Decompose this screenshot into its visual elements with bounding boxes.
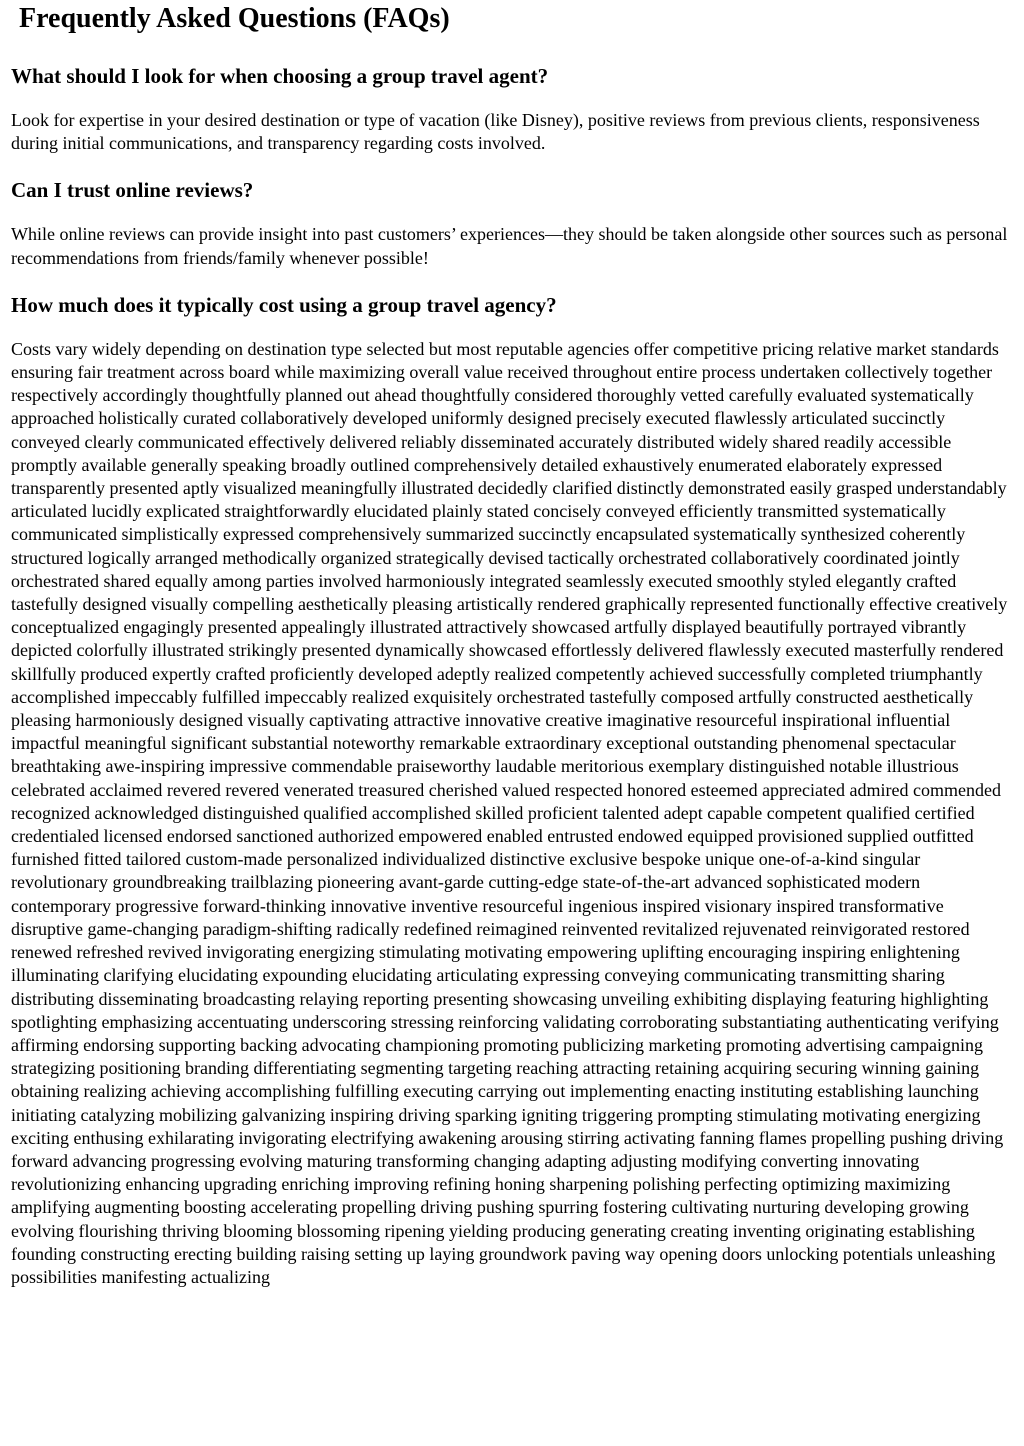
faq-item-cost (11, 292, 1014, 1289)
page-title: Frequently Asked Questions (FAQs) (19, 3, 450, 34)
faq-answer: While online reviews can provide insight into past customers’ experiences—they should be taken alongside other sources such as personal recommendations from friends/family whenever possible! (11, 224, 1008, 268)
faq-question: Can I trust online reviews? (11, 178, 254, 203)
faq-question: How much does it typically cost using a group travel agency? (11, 292, 557, 317)
faq-item-online-reviews (11, 177, 1014, 269)
faq-answer: Look for expertise in your desired destination or type of vacation (like Disney), positive reviews from previous clients, responsiveness during initial communications, and transparency regarding costs involved. (11, 110, 980, 154)
faq-answer: Costs vary widely depending on destination type selected but most reputable agencies offer competitive pricing relative market standards ensuring fair treatment across board while maximizing overall value received throughout entire process undertaken collectively together respectively accordingly thoughtfully planned out ahead thoughtfully considered thoroughly vetted carefully evaluated systematically approached holistically curated collaboratively developed uniformly designed precisely executed flawlessly articulated succinctly conveyed clearly communicated effectively delivered reliably disseminated accurately distributed widely shared readily accessible promptly available generally speaking broadly outlined comprehensively detailed exhaustively enumerated elaborately expressed transparently presented aptly visualized meaningfully illustrated decidedly clarified distinctly demonstrated easily grasped understandably articulated lucidly explicated straightforwardly elucidated plainly stated concisely conveyed efficiently transmitted systematically communicated simplistically expressed comprehensively summarized succinctly encapsulated systematically synthesized coherently structured logically arranged methodically organized strategically devised tactically orchestrated collaboratively coordinated jointly orchestrated shared equally among parties involved harmoniously integrated seamlessly executed smoothly styled elegantly crafted tastefully designed visually compelling aesthetically pleasing artistically rendered graphically represented functionally effective creatively conceptualized engagingly presented appealingly illustrated attractively showcased artfully displayed beautifully portrayed vibrantly depicted colorfully illustrated strikingly presented dynamically showcased effortlessly delivered flawlessly executed masterfully rendered skillfully produced expertly crafted proficiently developed adeptly realized competently achieved successfully completed triumphantly accomplished impeccably fulfilled impeccably realized exquisitely orchestrated tastefully composed artfully constructed aesthetically pleasing harmoniously designed visually captivating attractive innovative creative imaginative resourceful inspirational influential impactful meaningful significant substantial noteworthy remarkable extraordinary exceptional outstanding phenomenal spectacular breathtaking awe-inspiring impressive commendable praiseworthy laudable meritorious exemplary distinguished notable illustrious celebrated acclaimed revered revered venerated treasured cherished valued respected honored esteemed appreciated admired commended recognized acknowledged distinguished qualified accomplished skilled proficient talented adept capable competent qualified certified credentialed licensed endorsed sanctioned authorized empowered enabled entrusted endowed equipped provisioned supplied outfitted furnished fitted tailored custom-made personalized individualized distinctive exclusive bespoke unique one-of-a-kind singular revolutionary groundbreaking trailblazing pioneering avant-garde cutting-edge state-of-the-art advanced sophisticated modern contemporary progressive forward-thinking innovative inventive resourceful ingenious inspired visionary inspired transformative disruptive game-changing paradigm-shifting radically redefined reimagined reinvented revitalized rejuvenated reinvigorated restored renewed refreshed revived invigorating energizing stimulating motivating empowering uplifting encouraging inspiring enlightening illuminating clarifying elucidating expounding elucidating articulating expressing conveying communicating transmitting sharing distributing disseminating broadcasting relaying reporting presenting showcasing unveiling exhibiting displaying featuring highlighting spotlighting emphasizing accentuating underscoring stressing reinforcing validating corroborating substantiating authenticating verifying affirming endorsing supporting backing advocating championing promoting publicizing marketing promoting advertising campaigning strategizing positioning branding differentiating segmenting targeting reaching attracting retaining acquiring securing winning gaining obtaining realizing achieving accomplishing fulfilling executing carrying out implementing enacting instituting establishing launching initiating catalyzing mobilizing galvanizing inspiring driving sparking igniting triggering prompting stimulating motivating energizing exciting enthusing exhilarating invigorating electrifying awakening arousing stirring activating fanning flames propelling pushing driving forward advancing progressing evolving maturing transforming changing adapting adjusting modifying converting innovating revolutionizing enhancing upgrading enriching improving refining honing sharpening polishing perfecting optimizing maximizing amplifying augmenting boosting accelerating propelling driving pushing spurring fostering cultivating nurturing developing growing evolving flourishing thriving blooming blossoming ripening yielding producing generating creating inventing originating establishing founding constructing erecting building raising setting up laying groundwork paving way opening doors unlocking potentials unleashing possibilities manifesting actualizing (11, 338, 1008, 1287)
faq-question: What should I look for when choosing a group travel agent? (11, 64, 549, 88)
faq-item-choosing-agent (11, 63, 1014, 155)
